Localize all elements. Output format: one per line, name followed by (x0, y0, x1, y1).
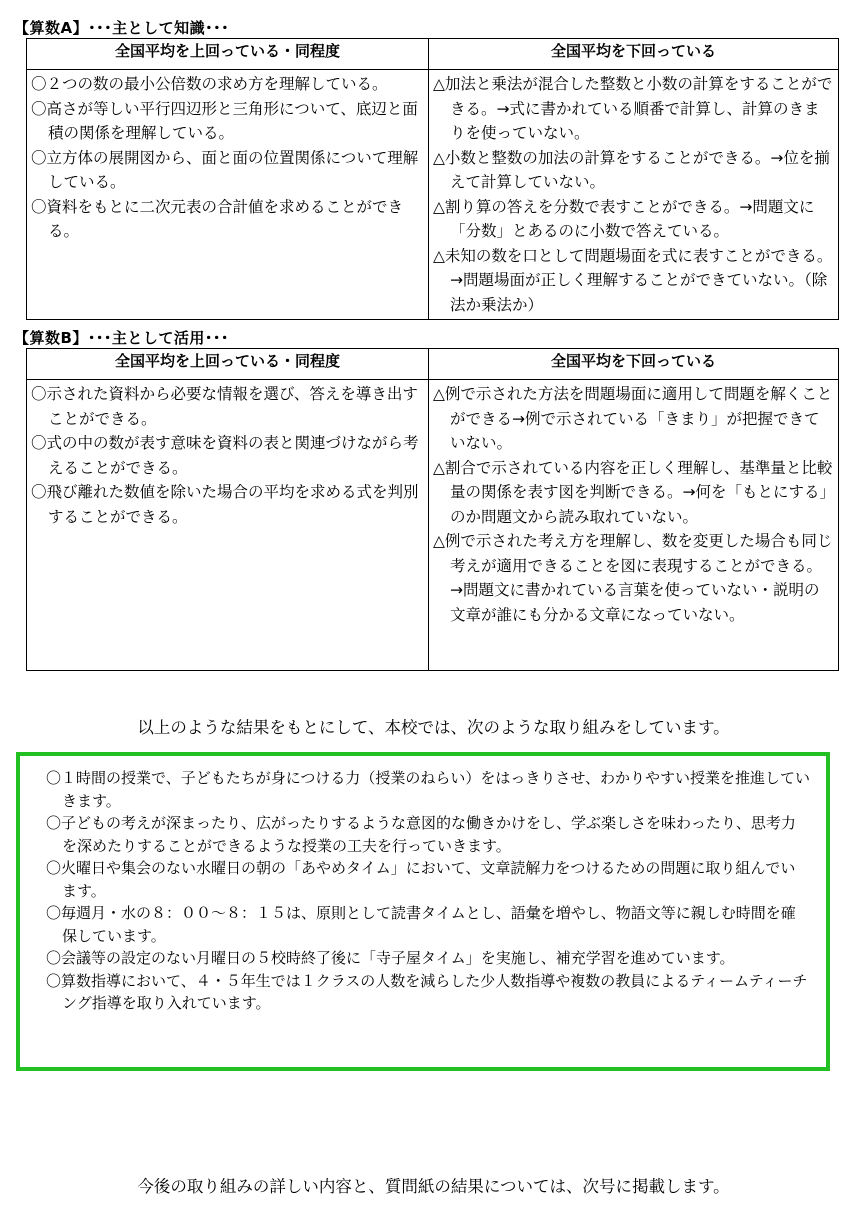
list-item: △割合で示されている内容を正しく理解し、基準量と比較量の関係を表す図を判断できる。→何を「もとにする」のか問題文から読み取れていない。 (433, 458, 833, 526)
list-item: 〇立方体の展開図から、面と面の位置関係について理解している。 (31, 148, 419, 191)
list-item: △小数と整数の加法の計算をすることができる。→位を揃えて計算していない。 (433, 148, 830, 191)
section-b-above-cell (27, 380, 429, 671)
section-b-above-list (31, 382, 424, 529)
list-item: 〇資料をもとに二次元表の合計値を求めることができる。 (31, 197, 404, 240)
section-b-above-header: 全国平均を上回っている・同程度 (27, 349, 429, 380)
section-b-below-cell (429, 380, 839, 671)
list-item: 〇火曜日や集会のない水曜日の朝の「あやめタイム」において、文章読解力をつけるための問題に取り組んでいます。 (46, 859, 796, 900)
section-b-heading: 【算数B】･･･主として活用･･･ (14, 329, 229, 347)
section-b-table (26, 348, 839, 671)
section-a-header-row (27, 39, 839, 70)
section-a-above-cell (27, 70, 429, 320)
list-item: 〇示された資料から必要な情報を選び、答えを導き出すことができる。 (31, 385, 418, 428)
section-a-body-row (27, 70, 839, 320)
list-item: △割り算の答えを分数で表すことができる。→問題文に「分数」とあるのに小数で答えている。 (433, 197, 815, 240)
section-a-above-header: 全国平均を上回っている・同程度 (27, 39, 429, 70)
list-item: 〇毎週月・水の８：００～８：１５は、原則として読書タイムとし、語彙を増やし、物語文等に親しむ時間を確保しています。 (46, 904, 796, 945)
section-b-below-list (433, 382, 834, 627)
section-b-header-row (27, 349, 839, 380)
footer-note: 今後の取り組みの詳しい内容と、質問紙の結果については、次号に掲載します。 (137, 1177, 730, 1196)
list-item: 〇２つの数の最小公倍数の求め方を理解している。 (31, 75, 388, 93)
list-item: △例で示された方法を問題場面に適用して問題を解くことができる→例で示されている「きまり」が把握できていない。 (433, 385, 833, 452)
section-a-below-cell (429, 70, 839, 320)
section-a-below-list (433, 72, 834, 317)
section-b-body-row (27, 380, 839, 671)
list-item: △例で示された考え方を理解し、数を変更した場合も同じ考えが適用できることを図に表現することができる。→問題文に書かれている言葉を使っていない・説明の文章が誰にも分かる文章になっていない。 (433, 532, 833, 624)
section-a-table (26, 38, 839, 320)
section-a-below-header: 全国平均を下回っている (429, 39, 839, 70)
list-item: △加法と乗法が混合した整数と小数の計算をすることができる。→式に書かれている順番で計算し、計算のきまりを使っていない。 (433, 75, 833, 142)
intro-text: 以上のような結果をもとにして、本校では、次のような取り組みをしています。 (137, 718, 730, 737)
initiatives-list (20, 756, 826, 1015)
list-item: 〇子どもの考えが深まったり、広がったりするような意図的な働きかけをし、学ぶ楽しさを味わったり、思考力を深めたりすることができるような授業の工夫を行っていきます。 (46, 814, 796, 855)
list-item: 〇算数指導において、４・５年生では１クラスの人数を減らした少人数指導や複数の教員によるティームティーチング指導を取り入れています。 (46, 971, 808, 1012)
initiatives-box (16, 752, 830, 1071)
list-item: 〇飛び離れた数値を除いた場合の平均を求める式を判別することができる。 (31, 483, 419, 526)
list-item: 〇式の中の数が表す意味を資料の表と関連づけながら考えることができる。 (31, 434, 419, 477)
section-b-below-header: 全国平均を下回っている (429, 349, 839, 380)
list-item: 〇１時間の授業で、子どもたちが身につける力（授業のねらい）をはっきりさせ、わかりやすい授業を推進していきます。 (46, 769, 810, 810)
section-a-above-list (31, 72, 424, 244)
section-a-heading: 【算数A】･･･主として知識･･･ (14, 19, 230, 37)
list-item: 〇高さが等しい平行四辺形と三角形について、底辺と面積の関係を理解している。 (31, 99, 418, 142)
list-item: △未知の数を口として問題場面を式に表すことができる。→問題場面が正しく理解することができていない。（除法か乗法か） (433, 246, 833, 314)
list-item: 〇会議等の設定のない月曜日の５校時終了後に「寺子屋タイム」を実施し、補充学習を進めています。 (46, 949, 735, 967)
